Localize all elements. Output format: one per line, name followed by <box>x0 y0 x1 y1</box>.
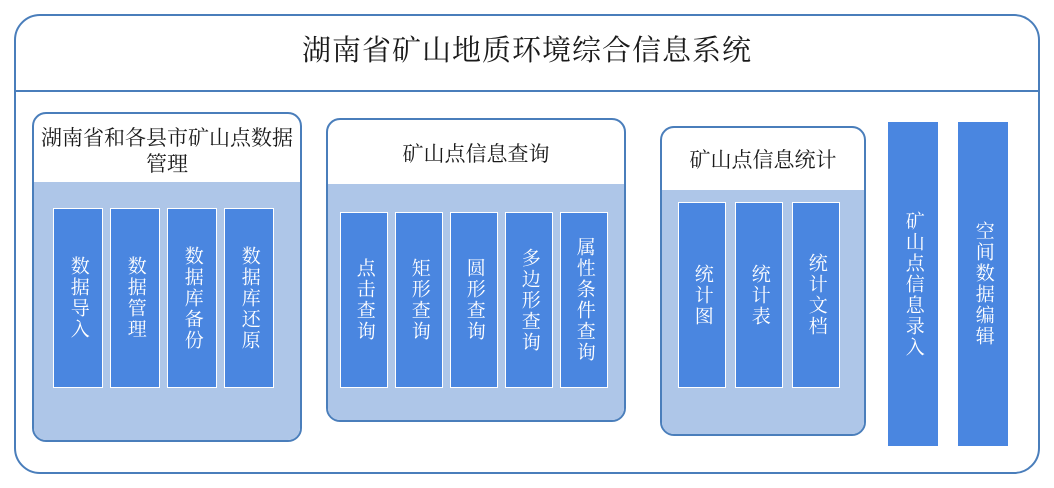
module-data-management-title: 湖南省和各县市矿山点数据管理 <box>41 127 293 176</box>
leaf-statistics-chart[interactable]: 统计图 <box>678 202 726 388</box>
leaf-polygon-query[interactable]: 多边形查询 <box>505 212 553 388</box>
standalone-mine-point-data-entry[interactable]: 矿山点信息录入 <box>888 122 938 446</box>
leaf-database-backup[interactable]: 数据库备份 <box>167 208 217 388</box>
leaf-attribute-condition-query[interactable]: 属性条件查询 <box>560 212 608 388</box>
leaf-click-query[interactable]: 点击查询 <box>340 212 388 388</box>
module-info-statistics-title: 矿山点信息统计 <box>689 149 837 172</box>
leaf-data-import[interactable]: 数据导入 <box>53 208 103 388</box>
leaf-circle-query[interactable]: 圆形查询 <box>450 212 498 388</box>
leaf-data-management[interactable]: 数据管理 <box>110 208 160 388</box>
leaf-statistics-document[interactable]: 统计文档 <box>792 202 840 388</box>
leaf-database-restore[interactable]: 数据库还原 <box>224 208 274 388</box>
leaf-statistics-table[interactable]: 统计表 <box>735 202 783 388</box>
title-divider <box>16 90 1038 92</box>
module-info-query-title: 矿山点信息查询 <box>402 143 550 166</box>
page-title: 湖南省矿山地质环境综合信息系统 <box>301 35 752 67</box>
leaf-rectangle-query[interactable]: 矩形查询 <box>395 212 443 388</box>
standalone-spatial-data-editing[interactable]: 空间数据编辑 <box>958 122 1008 446</box>
